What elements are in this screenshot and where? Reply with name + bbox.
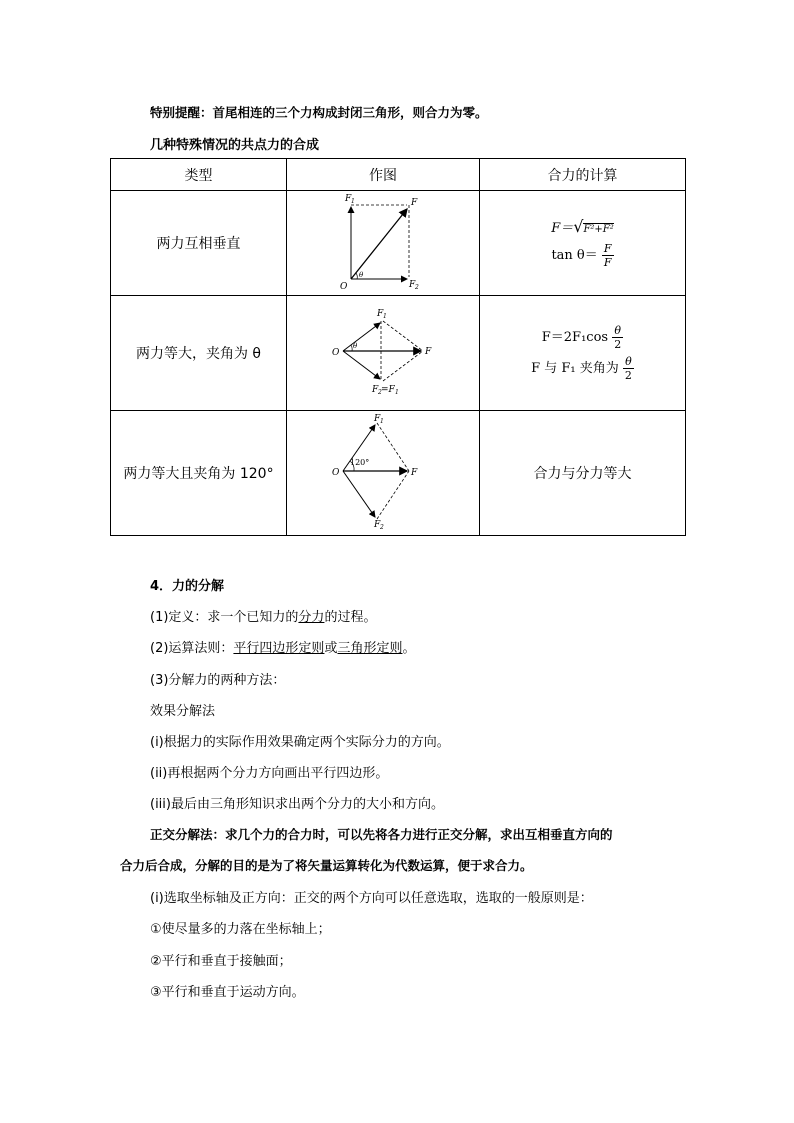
fig1-label-f: F <box>411 198 418 208</box>
special-reminder: 特别提醒：首尾相连的三个力构成封闭三角形，则合力为零。 <box>150 105 488 120</box>
orthogonal-step-i: (i)选取坐标轴及正方向：正交的两个方向可以任意选取，选取的一般原则是： <box>150 891 593 906</box>
orthogonal-method-line2: 合力后合成，分解的目的是为了将矢量运算转化为代数运算，便于求合力。 <box>120 858 533 873</box>
effect-method-title: 效果分解法 <box>150 704 216 719</box>
fig2-label-eq-sub: 1 <box>395 389 399 396</box>
effect-step-ii: (ii)再根据两个分力方向画出平行四边形。 <box>150 766 389 781</box>
table-row <box>111 191 686 296</box>
fig2-label-f2-sub: 2 <box>378 389 382 396</box>
row3-calculation: 合力与分力等大 <box>480 411 686 536</box>
fig2-label-f1: F <box>377 309 384 319</box>
section-heading: 4．力的分解 <box>150 579 225 594</box>
row1-formula-tan: tan θ＝ $\frac{F}{F}$ <box>551 242 612 270</box>
effect-step-i: (i)根据力的实际作用效果确定两个实际分力的方向。 <box>150 735 450 750</box>
row2-type: 两力等大，夹角为 θ <box>111 296 287 411</box>
header-type: 类型 <box>111 159 287 191</box>
fig2-label-f2: F <box>372 385 379 395</box>
table-row <box>111 296 686 411</box>
fig2-label-eq: =F <box>381 385 395 395</box>
row3-type: 两力等大且夹角为 120° <box>111 411 287 536</box>
principle-2: ②平行和垂直于接触面； <box>150 954 292 969</box>
row1-calculation <box>480 191 686 296</box>
fig2-label-f: F <box>425 347 432 357</box>
table-row <box>111 411 686 536</box>
principle-3: ③平行和垂直于运动方向。 <box>150 985 305 1000</box>
fig1-label-theta: θ <box>359 271 364 279</box>
row2-formula-resultant: F＝2F₁cos $\frac{\theta}{2}$ <box>541 323 622 351</box>
row2-calculation <box>480 296 686 411</box>
fig2-label-f1-sub: 1 <box>383 313 387 320</box>
row3-diagram <box>287 411 480 536</box>
table-header-row <box>111 159 686 191</box>
fig1-label-f1: F <box>345 194 352 204</box>
principle-1: ①使尽量多的力落在坐标轴上； <box>150 922 331 937</box>
composition-table <box>110 158 686 536</box>
fig2-label-theta: θ <box>353 342 358 350</box>
perpendicular-forces-figure <box>323 191 443 291</box>
header-diagram: 作图 <box>287 159 480 191</box>
table-title: 几种特殊情况的共点力的合成 <box>150 138 320 153</box>
fig3-label-f2-sub: 2 <box>380 524 384 529</box>
fig3-label-f: F <box>411 468 418 478</box>
row1-diagram <box>287 191 480 296</box>
row1-type: 两力互相垂直 <box>111 191 287 296</box>
effect-step-iii: (iii)最后由三角形知识求出两个分力的大小和方向。 <box>150 797 444 812</box>
fig3-label-f2: F <box>374 520 381 529</box>
definition: (1)定义：求一个已知力的分力的过程。 <box>150 610 377 625</box>
fig3-label-o: O <box>332 468 340 478</box>
fig1-label-f2: F <box>409 280 416 290</box>
orthogonal-method-line1: 正交分解法：求几个力的合力时，可以先将各力进行正交分解，求出互相垂直方向的 <box>150 827 613 842</box>
row2-diagram <box>287 296 480 411</box>
fig3-label-f1: F <box>374 414 381 424</box>
row1-formula-resultant: F＝√F²+F² <box>551 216 614 236</box>
row2-formula-angle: F 与 F₁ 夹角为 $\frac{\theta}{2}$ <box>531 355 632 383</box>
fig2-label-o: O <box>332 348 340 358</box>
methods-heading: (3)分解力的两种方法： <box>150 673 286 688</box>
header-calculation: 合力的计算 <box>480 159 686 191</box>
fig1-label-f2-sub: 2 <box>415 284 419 291</box>
fig1-label-f1-sub: 1 <box>351 198 355 205</box>
equal-forces-figure <box>323 301 443 401</box>
equal-forces-120-figure <box>323 413 443 529</box>
operation-rule: (2)运算法则：平行四边形定则或三角形定则。 <box>150 641 416 656</box>
fig3-label-angle: 120° <box>350 458 370 467</box>
fig1-label-o: O <box>340 282 348 291</box>
fig3-label-f1-sub: 1 <box>380 418 384 425</box>
